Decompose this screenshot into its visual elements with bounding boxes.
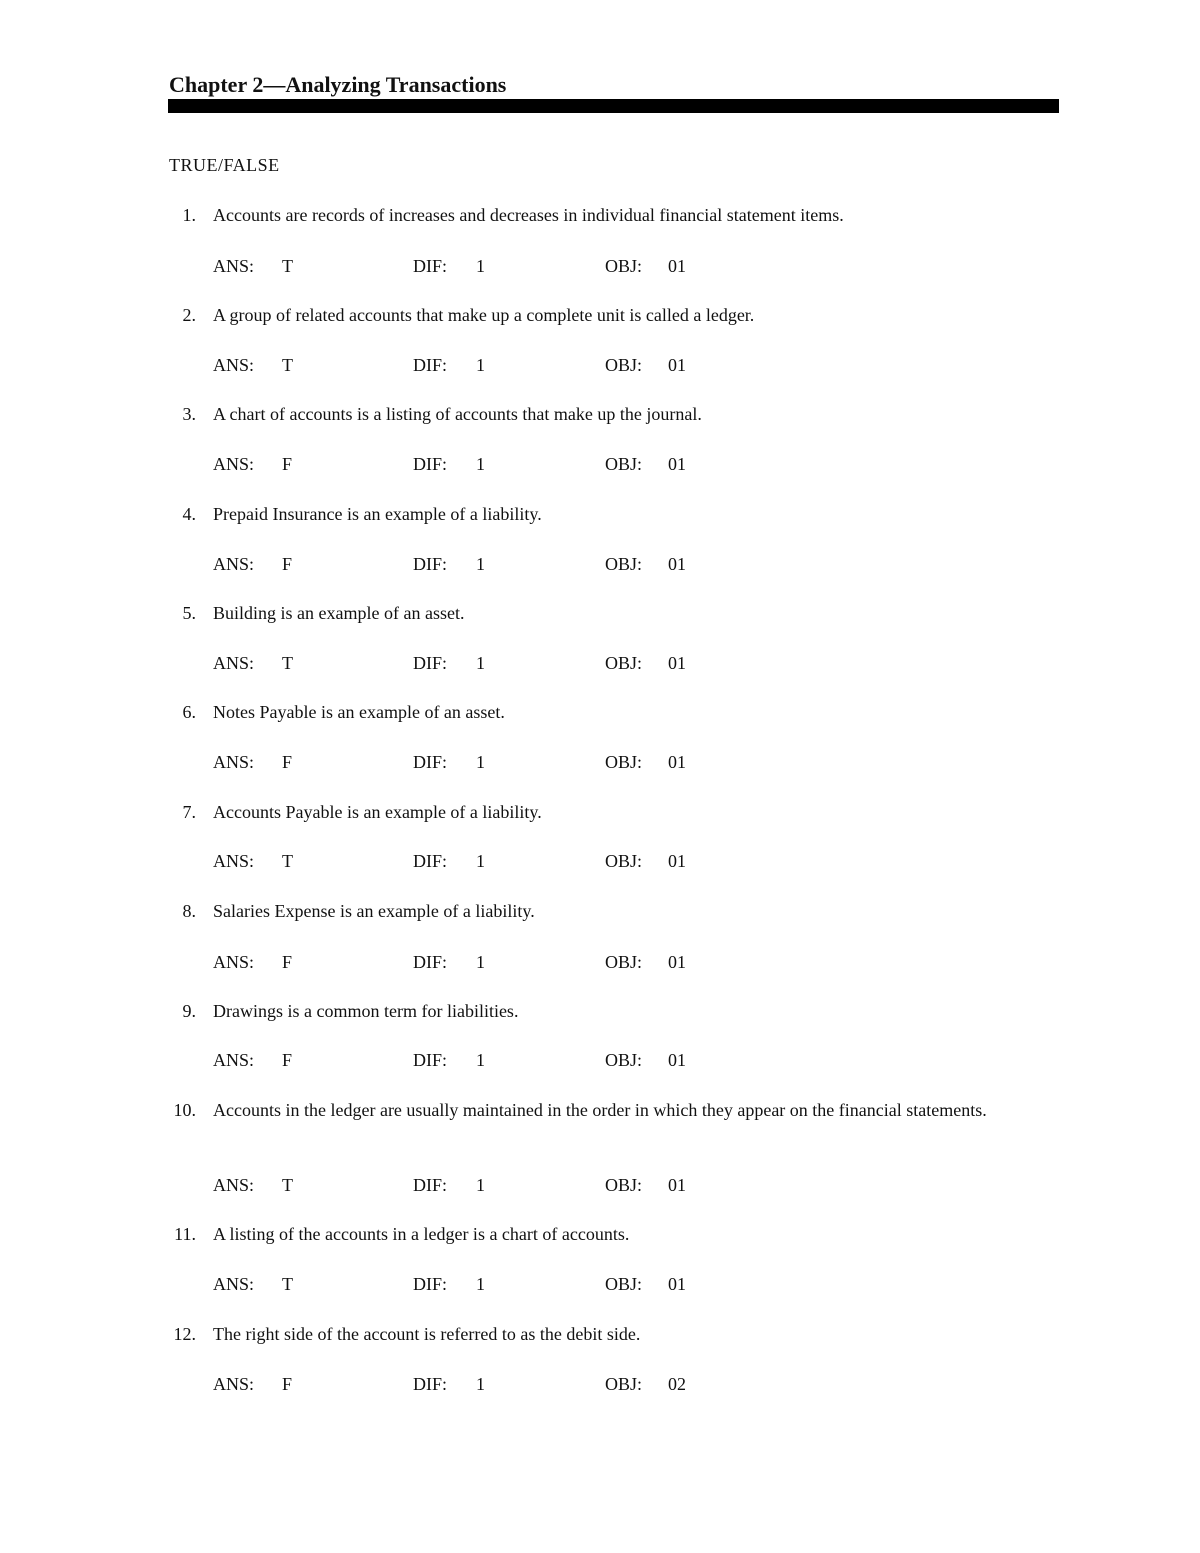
question-text: Notes Payable is an example of an asset. — [213, 702, 505, 722]
ans-label: ANS: — [213, 1274, 255, 1294]
dif-label: DIF: — [413, 752, 448, 772]
obj-label: OBJ: — [605, 1175, 643, 1195]
answer-line — [0, 1172, 1200, 1198]
question-number: 10. — [173, 1100, 196, 1120]
ans-label: ANS: — [213, 554, 255, 574]
dif-label: DIF: — [413, 952, 448, 972]
ans-value: F — [282, 1374, 293, 1394]
question-text: Drawings is a common term for liabilities. — [213, 1001, 519, 1021]
ans-value: F — [282, 1050, 293, 1070]
obj-value: 01 — [668, 256, 686, 276]
dif-value: 1 — [476, 1374, 485, 1394]
obj-value: 01 — [668, 554, 686, 574]
dif-label: DIF: — [413, 554, 448, 574]
question-text: The right side of the account is referred to as the debit side. — [213, 1324, 641, 1344]
question-text: A group of related accounts that make up a complete unit is called a ledger. — [213, 305, 755, 325]
dif-value: 1 — [476, 851, 485, 871]
dif-label: DIF: — [413, 653, 448, 673]
dif-label: DIF: — [413, 355, 448, 375]
obj-value: 01 — [668, 851, 686, 871]
dif-label: DIF: — [413, 851, 448, 871]
dif-value: 1 — [476, 256, 485, 276]
question-number: 8. — [182, 901, 196, 921]
question-number: 9. — [182, 1001, 196, 1021]
dif-value: 1 — [476, 1175, 485, 1195]
question-number: 4. — [182, 504, 196, 524]
dif-value: 1 — [476, 554, 485, 574]
answer-line — [0, 749, 1200, 775]
obj-value: 01 — [668, 1175, 686, 1195]
dif-label: DIF: — [413, 1175, 448, 1195]
obj-label: OBJ: — [605, 653, 643, 673]
answer-line — [0, 949, 1200, 975]
dif-value: 1 — [476, 752, 485, 772]
answer-line — [0, 1371, 1200, 1397]
ans-label: ANS: — [213, 1050, 255, 1070]
ans-label: ANS: — [213, 256, 255, 276]
answer-line — [0, 451, 1200, 477]
obj-label: OBJ: — [605, 1050, 643, 1070]
ans-value: F — [282, 952, 293, 972]
dif-label: DIF: — [413, 1050, 448, 1070]
answer-line — [0, 551, 1200, 577]
obj-label: OBJ: — [605, 752, 643, 772]
answer-line — [0, 848, 1200, 874]
obj-label: OBJ: — [605, 355, 643, 375]
dif-value: 1 — [476, 1050, 485, 1070]
question-number: 6. — [182, 702, 196, 722]
question-number: 5. — [182, 603, 196, 623]
ans-value: T — [282, 1274, 293, 1294]
question-text: Accounts are records of increases and decreases in individual financial statement items. — [213, 205, 844, 225]
dif-value: 1 — [476, 355, 485, 375]
question-number: 7. — [182, 802, 196, 822]
dif-label: DIF: — [413, 454, 448, 474]
question-number: 3. — [182, 404, 196, 424]
obj-label: OBJ: — [605, 454, 643, 474]
ans-value: F — [282, 752, 293, 772]
dif-value: 1 — [476, 653, 485, 673]
question-number: 1. — [182, 205, 196, 225]
ans-label: ANS: — [213, 851, 255, 871]
obj-label: OBJ: — [605, 851, 643, 871]
question-text: Building is an example of an asset. — [213, 603, 465, 623]
section-heading: TRUE/FALSE — [169, 155, 280, 175]
obj-value: 01 — [668, 1050, 686, 1070]
ans-value: T — [282, 1175, 293, 1195]
ans-label: ANS: — [213, 653, 255, 673]
question-number: 2. — [182, 305, 196, 325]
ans-value: T — [282, 851, 293, 871]
dif-value: 1 — [476, 454, 485, 474]
answer-line — [0, 352, 1200, 378]
ans-value: T — [282, 256, 293, 276]
question-text: A listing of the accounts in a ledger is a chart of accounts. — [213, 1224, 630, 1244]
ans-value: T — [282, 355, 293, 375]
ans-value: T — [282, 653, 293, 673]
obj-label: OBJ: — [605, 952, 643, 972]
ans-value: F — [282, 554, 293, 574]
obj-value: 01 — [668, 653, 686, 673]
chapter-title: Chapter 2—Analyzing Transactions — [169, 72, 507, 97]
question-text: Accounts Payable is an example of a liability. — [213, 802, 542, 822]
obj-value: 02 — [668, 1374, 686, 1394]
dif-value: 1 — [476, 952, 485, 972]
question-text: Accounts in the ledger are usually maintained in the order in which they appear on the financial statements. — [213, 1100, 987, 1120]
answer-line — [0, 650, 1200, 676]
question-number: 11. — [174, 1224, 196, 1244]
obj-value: 01 — [668, 454, 686, 474]
ans-label: ANS: — [213, 952, 255, 972]
ans-label: ANS: — [213, 752, 255, 772]
ans-label: ANS: — [213, 1374, 255, 1394]
obj-label: OBJ: — [605, 1374, 643, 1394]
dif-label: DIF: — [413, 256, 448, 276]
answer-line — [0, 1271, 1200, 1297]
obj-value: 01 — [668, 1274, 686, 1294]
obj-label: OBJ: — [605, 256, 643, 276]
ans-label: ANS: — [213, 1175, 255, 1195]
question-number: 12. — [173, 1324, 196, 1344]
ans-label: ANS: — [213, 454, 255, 474]
obj-label: OBJ: — [605, 554, 643, 574]
answer-line — [0, 1047, 1200, 1073]
question-text: A chart of accounts is a listing of accounts that make up the journal. — [213, 404, 702, 424]
dif-label: DIF: — [413, 1274, 448, 1294]
answer-line — [0, 253, 1200, 279]
obj-value: 01 — [668, 952, 686, 972]
ans-value: F — [282, 454, 293, 474]
dif-value: 1 — [476, 1274, 485, 1294]
obj-value: 01 — [668, 355, 686, 375]
obj-value: 01 — [668, 752, 686, 772]
question-text: Prepaid Insurance is an example of a liability. — [213, 504, 542, 524]
dif-label: DIF: — [413, 1374, 448, 1394]
question-text: Salaries Expense is an example of a liability. — [213, 901, 535, 921]
obj-label: OBJ: — [605, 1274, 643, 1294]
ans-label: ANS: — [213, 355, 255, 375]
